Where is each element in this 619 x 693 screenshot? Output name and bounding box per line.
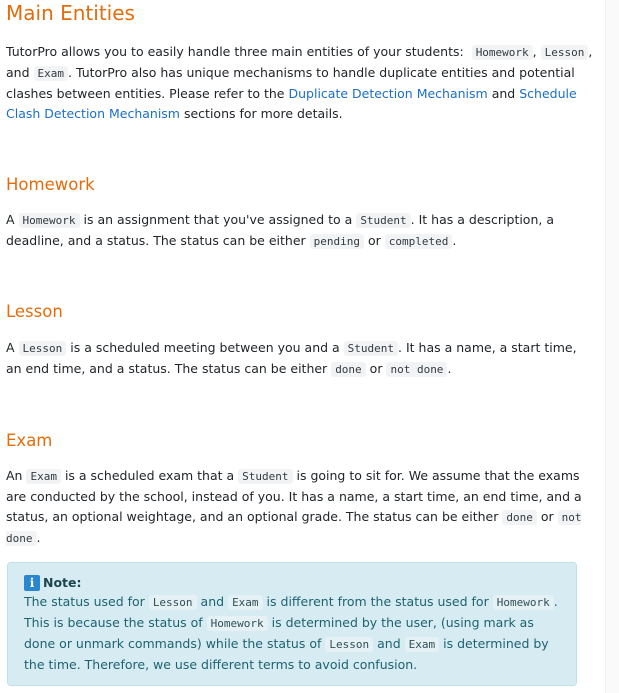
schedule-clash-link[interactable]: Schedule Clash Detection Mechanism [6,86,577,121]
exam-text-2: is going to sit for. We assume that the exams are conducted by the school, instead of you. It has a name, a start time, an end time, and a status, an optional weightage, and an optional grade. The status can be either [6,468,582,524]
homework-paragraph [6,210,593,252]
code-homework: Homework [207,616,268,631]
article: An [6,468,23,483]
code-completed: completed [385,234,453,249]
note-text-4: is determined by the user, (using mark as done or unmark commands) while the status of [24,615,534,651]
homework-text-2: . It has a description, a deadline, and a status. The status can be either [6,212,554,248]
code-homework: Homework [493,595,554,610]
main-entities-heading: Main Entities [6,1,135,25]
note-text-5: is determined by the time. Therefore, we use different terms to avoid confusion. [24,636,549,672]
intro-text-3: sections for more details. [183,106,343,121]
and-text: and [200,594,225,609]
duplicate-detection-link[interactable]: Duplicate Detection Mechanism [288,86,488,101]
note-title: Note: [43,575,82,590]
code-homework: Homework [472,45,533,60]
lesson-heading: Lesson [6,302,63,321]
exam-paragraph [6,466,593,549]
lesson-paragraph [6,338,593,380]
code-exam: Exam [26,469,61,484]
code-lesson: Lesson [19,341,67,356]
and-text: and [377,636,401,651]
code-not-done: not done [6,511,582,545]
intro-text-1: TutorPro allows you to easily handle three main entities of your students: [6,44,464,59]
code-lesson: Lesson [149,595,197,610]
note-callout [7,562,577,686]
note-text-2: is different from the status used for [266,594,489,609]
code-homework: Homework [19,213,80,228]
and-text: , and [6,44,593,80]
intro-text-2: . TutorPro also has unique mechanisms to handle duplicate entities and potential clashes between entities. Please refer to the [6,65,575,101]
homework-heading: Homework [6,175,95,194]
code-student: Student [238,469,292,484]
homework-text-1: is an assignment that you've assigned to a [83,212,353,227]
article: A [6,340,15,355]
or-text: or [369,361,383,376]
lesson-text-1: is a scheduled meeting between you and a [70,340,340,355]
code-exam: Exam [405,637,440,652]
code-exam: Exam [34,66,69,81]
code-not-done: not done [386,362,447,377]
note-title-row [24,574,564,592]
article: A [6,212,15,227]
exam-heading: Exam [6,431,53,450]
main-entities-intro [6,42,593,124]
and-text-2: and [491,86,516,101]
period: . [447,361,452,376]
right-gutter [605,0,619,693]
note-text-3: . This is because the status of [24,594,558,630]
or-text: or [540,509,554,524]
code-lesson: Lesson [325,637,373,652]
period: . [452,233,457,248]
code-lesson: Lesson [541,45,589,60]
code-exam: Exam [228,595,263,610]
note-body [24,592,564,675]
code-student: Student [344,341,398,356]
code-student: Student [356,213,410,228]
code-done: done [331,362,366,377]
or-text: or [367,233,381,248]
exam-text-1: is a scheduled exam that a [64,468,235,483]
period: . [36,530,41,545]
info-icon: i [24,575,40,591]
note-text-1: The status used for [24,594,145,609]
comma: , [532,44,537,59]
code-pending: pending [310,234,364,249]
code-done: done [502,510,537,525]
lesson-text-2: . It has a name, a start time, an end time, and a status. The status can be either [6,340,577,376]
